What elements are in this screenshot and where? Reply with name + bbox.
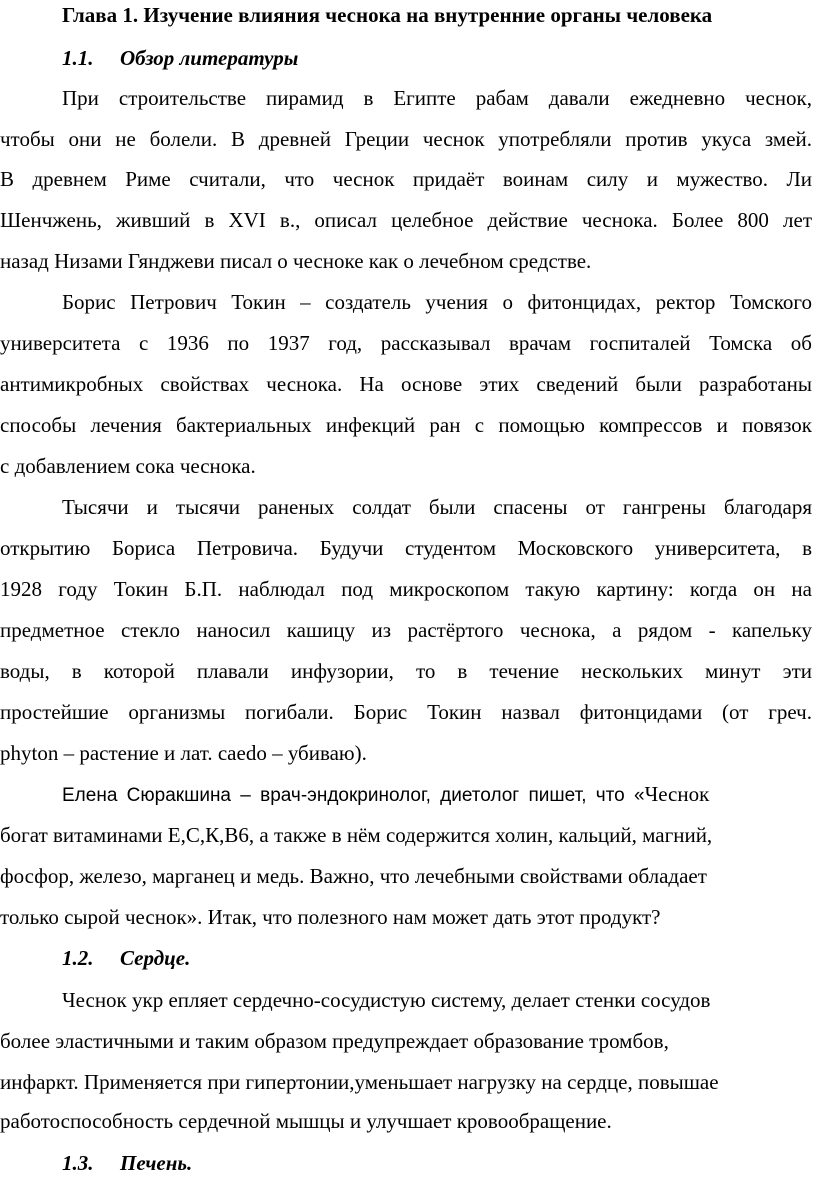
paragraph4-first-line <box>62 781 812 809</box>
paragraph1-line: В древнем Риме считали, что чеснок придаёт воинам силу и мужество. Ли <box>0 167 812 191</box>
paragraph1-line: Шенчжень, живший в XVI в., описал целебное действие чеснока. Более 800 лет <box>0 208 812 232</box>
paragraph4-line: богат витаминами Е,С,К,В6, а также в нём содержится холин, кальций, магний, <box>0 823 713 847</box>
paragraph5-line: работоспособность сердечной мышцы и улучшает кровообращение. <box>0 1109 612 1133</box>
paragraph3-line: открытию Бориса Петровича. Будучи студентом Московского университета, в <box>0 536 812 560</box>
chapter-title: Глава 1. Изучение влияния чеснока на внутренние органы человека <box>62 3 713 27</box>
paragraph5-line: Чеснок укр епляет сердечно-сосудистую систему, делает стенки сосудов <box>62 988 711 1012</box>
paragraph4-line: фосфор, железо, марганец и медь. Важно, что лечебными свойствами обладает <box>0 864 707 888</box>
paragraph3-line: простейшие организмы погибали. Борис Токин назвал фитонцидами (от греч. <box>0 700 812 724</box>
section-title: Сердце. <box>120 946 191 970</box>
paragraph3-line: phyton – растение и лат. caedo – убиваю). <box>0 741 367 765</box>
paragraph5-line: более эластичными и таким образом предупреждает образование тромбов, <box>0 1029 669 1053</box>
paragraph2-line: университета с 1936 по 1937 год, рассказывал врачам госпиталей Томска об <box>0 331 812 355</box>
paragraph4-serif-text: Чеснок <box>644 782 710 806</box>
paragraph4-sans-text: Елена Сюракшина – врач-эндокринолог, диетолог пишет, что « <box>62 785 645 806</box>
paragraph1-line: чтобы они не болели. В древней Греции чеснок употребляли против укуса змей. <box>0 127 812 151</box>
section-title: Печень. <box>120 1151 193 1175</box>
paragraph2-line: способы лечения бактериальных инфекций ран с помощью компрессов и повязок <box>0 413 812 437</box>
paragraph3-line: воды, в которой плавали инфузории, то в течение нескольких минут эти <box>0 659 812 683</box>
paragraph5-line: инфаркт. Применяется при гипертонии,уменьшает нагрузку на сердце, повышае <box>0 1070 719 1094</box>
paragraph1-line: При строительстве пирамид в Египте рабам давали ежедневно чеснок, <box>62 86 812 110</box>
section-number: 1.3. <box>62 1151 94 1175</box>
section-title: Обзор литературы <box>120 46 299 70</box>
paragraph3-line: предметное стекло наносил кашицу из растёртого чеснока, а рядом - капельку <box>0 618 812 642</box>
paragraph3-line: Тысячи и тысячи раненых солдат были спасены от гангрены благодаря <box>62 495 812 519</box>
section-number: 1.1. <box>62 46 94 70</box>
paragraph3-line: 1928 году Токин Б.П. наблюдал под микроскопом такую картину: когда он на <box>0 577 812 601</box>
paragraph2-line: антимикробных свойствах чеснока. На основе этих сведений были разработаны <box>0 372 812 396</box>
paragraph2-line: Борис Петрович Токин – создатель учения о фитонцидах, ректор Томского <box>62 290 812 314</box>
paragraph2-line: с добавлением сока чеснока. <box>0 454 256 478</box>
paragraph1-line: назад Низами Гянджеви писал о чесноке как о лечебном средстве. <box>0 249 592 273</box>
paragraph4-line: только сырой чеснок». Итак, что полезного нам может дать этот продукт? <box>0 905 661 929</box>
section-number: 1.2. <box>62 946 94 970</box>
